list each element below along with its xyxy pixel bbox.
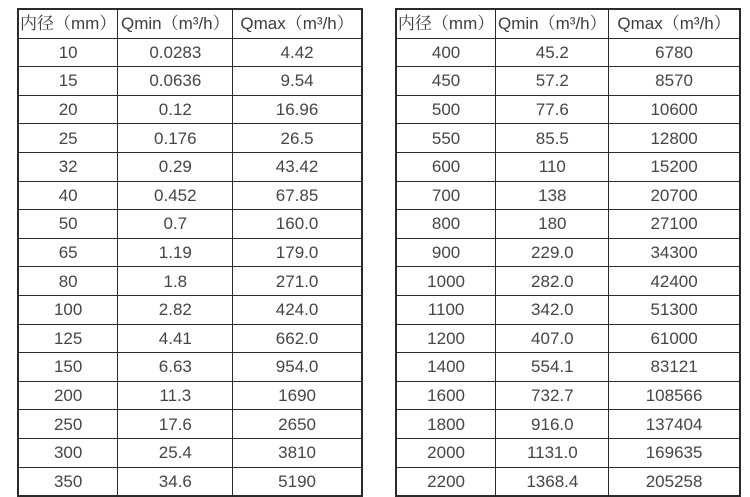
cell-diameter: 2000 <box>396 438 496 467</box>
cell-qmax: 67.85 <box>233 181 362 210</box>
table-row <box>18 181 362 210</box>
header-qmax: Qmax（m³/h） <box>233 9 362 38</box>
cell-diameter: 600 <box>396 152 496 181</box>
cell-qmax: 4.42 <box>233 38 362 67</box>
cell-qmin: 85.5 <box>496 124 609 153</box>
cell-diameter: 125 <box>18 324 118 353</box>
cell-diameter: 15 <box>18 67 118 96</box>
cell-qmax: 6780 <box>609 38 740 67</box>
cell-diameter: 300 <box>18 438 118 467</box>
table-row <box>18 438 362 467</box>
cell-qmin: 180 <box>496 210 609 239</box>
table-row <box>18 467 362 496</box>
cell-qmin: 554.1 <box>496 353 609 382</box>
table-row <box>18 38 362 67</box>
cell-qmin: 6.63 <box>118 353 233 382</box>
table-row <box>18 295 362 324</box>
cell-qmax: 137404 <box>609 410 740 439</box>
table-row <box>396 152 740 181</box>
cell-diameter: 800 <box>396 210 496 239</box>
table-row <box>18 410 362 439</box>
table-row <box>18 381 362 410</box>
table-row <box>396 353 740 382</box>
cell-qmax: 5190 <box>233 467 362 496</box>
cell-qmin: 11.3 <box>118 381 233 410</box>
cell-qmin: 407.0 <box>496 324 609 353</box>
cell-qmax: 424.0 <box>233 295 362 324</box>
cell-qmin: 229.0 <box>496 238 609 267</box>
cell-qmin: 0.12 <box>118 95 233 124</box>
cell-qmax: 15200 <box>609 152 740 181</box>
table-row <box>396 238 740 267</box>
cell-qmax: 34300 <box>609 238 740 267</box>
table-row <box>18 67 362 96</box>
cell-diameter: 80 <box>18 267 118 296</box>
table-row <box>18 267 362 296</box>
table-row <box>396 67 740 96</box>
cell-qmin: 732.7 <box>496 381 609 410</box>
cell-qmax: 662.0 <box>233 324 362 353</box>
cell-diameter: 40 <box>18 181 118 210</box>
cell-qmin: 57.2 <box>496 67 609 96</box>
cell-qmax: 169635 <box>609 438 740 467</box>
cell-qmax: 16.96 <box>233 95 362 124</box>
cell-qmax: 27100 <box>609 210 740 239</box>
cell-diameter: 50 <box>18 210 118 239</box>
cell-qmin: 0.29 <box>118 152 233 181</box>
cell-diameter: 200 <box>18 381 118 410</box>
cell-qmax: 8570 <box>609 67 740 96</box>
cell-diameter: 350 <box>18 467 118 496</box>
header-qmin: Qmin（m³/h） <box>496 9 609 38</box>
header-diameter: 内径（mm） <box>396 9 496 38</box>
cell-qmax: 271.0 <box>233 267 362 296</box>
cell-qmax: 12800 <box>609 124 740 153</box>
cell-qmax: 1690 <box>233 381 362 410</box>
cell-qmin: 2.82 <box>118 295 233 324</box>
cell-diameter: 1000 <box>396 267 496 296</box>
cell-qmin: 138 <box>496 181 609 210</box>
cell-qmin: 916.0 <box>496 410 609 439</box>
table-row <box>396 295 740 324</box>
cell-qmin: 0.0283 <box>118 38 233 67</box>
cell-qmin: 1.19 <box>118 238 233 267</box>
cell-diameter: 900 <box>396 238 496 267</box>
cell-diameter: 1400 <box>396 353 496 382</box>
cell-diameter: 1600 <box>396 381 496 410</box>
table-row <box>396 181 740 210</box>
cell-diameter: 400 <box>396 38 496 67</box>
table-row <box>396 467 740 496</box>
cell-qmax: 83121 <box>609 353 740 382</box>
cell-qmin: 0.7 <box>118 210 233 239</box>
cell-qmin: 34.6 <box>118 467 233 496</box>
cell-qmax: 9.54 <box>233 67 362 96</box>
cell-qmax: 61000 <box>609 324 740 353</box>
table-row <box>18 210 362 239</box>
table-row <box>396 438 740 467</box>
cell-diameter: 1800 <box>396 410 496 439</box>
cell-qmax: 108566 <box>609 381 740 410</box>
table-row <box>18 152 362 181</box>
cell-qmin: 0.176 <box>118 124 233 153</box>
cell-diameter: 10 <box>18 38 118 67</box>
cell-qmin: 45.2 <box>496 38 609 67</box>
cell-qmin: 342.0 <box>496 295 609 324</box>
cell-qmax: 3810 <box>233 438 362 467</box>
flow-table-small-diameters <box>17 8 363 497</box>
cell-qmin: 282.0 <box>496 267 609 296</box>
cell-qmin: 0.0636 <box>118 67 233 96</box>
header-row <box>396 9 740 38</box>
table-row <box>396 381 740 410</box>
cell-diameter: 1100 <box>396 295 496 324</box>
cell-diameter: 25 <box>18 124 118 153</box>
header-row <box>18 9 362 38</box>
table-row <box>396 95 740 124</box>
cell-qmin: 110 <box>496 152 609 181</box>
table-row <box>396 38 740 67</box>
cell-diameter: 1200 <box>396 324 496 353</box>
cell-qmin: 1131.0 <box>496 438 609 467</box>
cell-qmax: 51300 <box>609 295 740 324</box>
cell-diameter: 20 <box>18 95 118 124</box>
cell-qmin: 0.452 <box>118 181 233 210</box>
table-row <box>18 95 362 124</box>
table-row <box>18 324 362 353</box>
cell-qmax: 26.5 <box>233 124 362 153</box>
header-diameter: 内径（mm） <box>18 9 118 38</box>
cell-qmin: 1.8 <box>118 267 233 296</box>
cell-qmax: 43.42 <box>233 152 362 181</box>
cell-diameter: 450 <box>396 67 496 96</box>
cell-qmin: 1368.4 <box>496 467 609 496</box>
cell-diameter: 250 <box>18 410 118 439</box>
cell-diameter: 550 <box>396 124 496 153</box>
cell-qmax: 20700 <box>609 181 740 210</box>
cell-diameter: 700 <box>396 181 496 210</box>
table-row <box>18 124 362 153</box>
cell-qmin: 77.6 <box>496 95 609 124</box>
cell-diameter: 500 <box>396 95 496 124</box>
cell-diameter: 32 <box>18 152 118 181</box>
table-row <box>18 238 362 267</box>
table-row <box>396 410 740 439</box>
header-qmin: Qmin（m³/h） <box>118 9 233 38</box>
table-row <box>396 210 740 239</box>
cell-diameter: 100 <box>18 295 118 324</box>
table-row <box>18 353 362 382</box>
cell-qmax: 179.0 <box>233 238 362 267</box>
cell-qmin: 4.41 <box>118 324 233 353</box>
cell-qmax: 954.0 <box>233 353 362 382</box>
cell-diameter: 2200 <box>396 467 496 496</box>
table-row <box>396 124 740 153</box>
header-qmax: Qmax（m³/h） <box>609 9 740 38</box>
cell-diameter: 65 <box>18 238 118 267</box>
flow-table-large-diameters <box>395 8 741 497</box>
cell-qmax: 42400 <box>609 267 740 296</box>
table-row <box>396 267 740 296</box>
table-row <box>396 324 740 353</box>
cell-qmax: 10600 <box>609 95 740 124</box>
cell-qmax: 205258 <box>609 467 740 496</box>
cell-qmax: 2650 <box>233 410 362 439</box>
cell-qmax: 160.0 <box>233 210 362 239</box>
cell-qmin: 25.4 <box>118 438 233 467</box>
cell-qmin: 17.6 <box>118 410 233 439</box>
cell-diameter: 150 <box>18 353 118 382</box>
